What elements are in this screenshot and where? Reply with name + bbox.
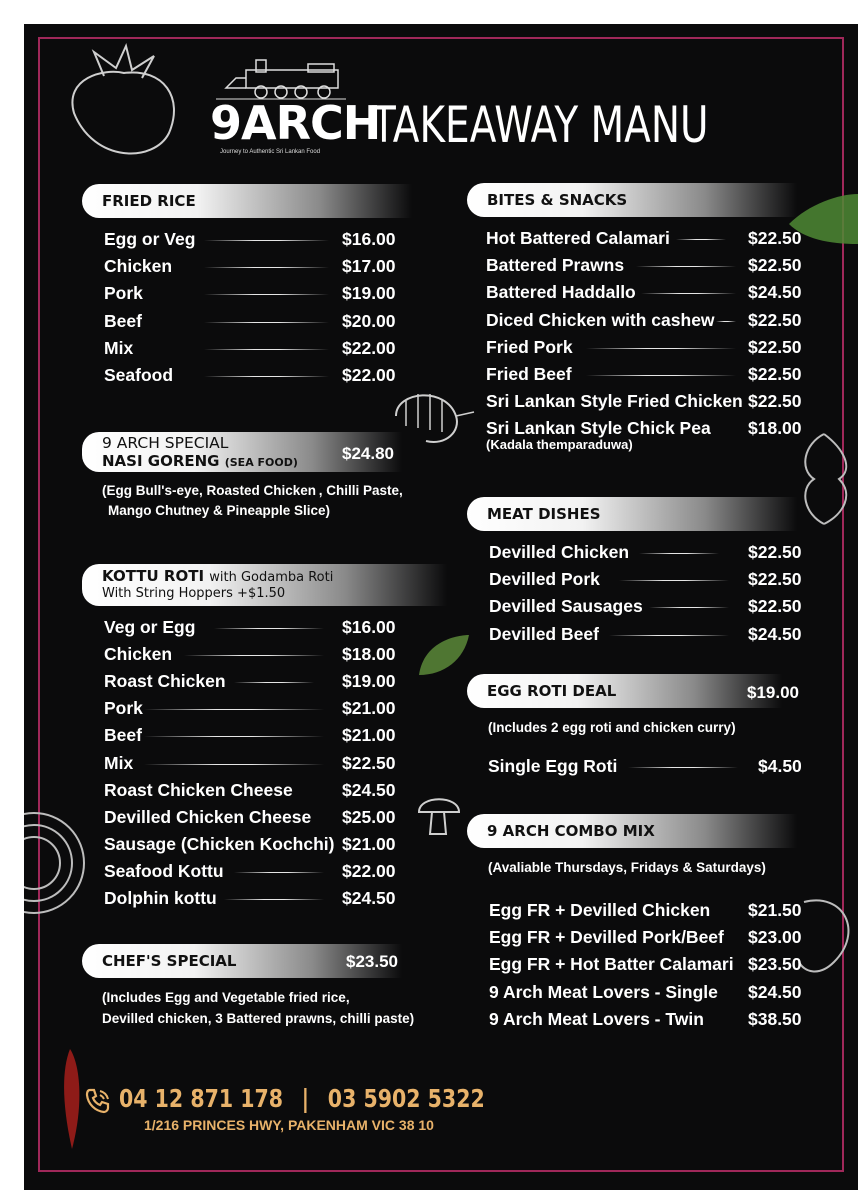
item-name: Pork bbox=[104, 283, 143, 304]
section-title-line1 bbox=[102, 567, 333, 585]
herb-sketch-icon bbox=[794, 424, 858, 534]
menu-item bbox=[104, 617, 412, 639]
item-name: Egg FR + Devilled Chicken bbox=[489, 900, 711, 920]
menu-item bbox=[489, 900, 818, 922]
page-title: TAKEAWAY MANU bbox=[372, 96, 709, 154]
item-name: Devilled Beef bbox=[489, 623, 599, 644]
item-name: Battered Prawns bbox=[486, 255, 625, 276]
section-title-line2 bbox=[102, 452, 298, 470]
menu-item bbox=[104, 861, 412, 883]
chefs-special-desc: Devilled chicken, 3 Battered prawns, chilli paste) bbox=[102, 1011, 415, 1026]
item-leader-line bbox=[224, 899, 324, 900]
item-price: $23.50 bbox=[748, 954, 802, 975]
item-name: Devilled Sausages bbox=[489, 596, 643, 617]
nasi-goreng-desc: (Egg Bull's-eye, Roasted Chicken , Chilli Paste, bbox=[102, 483, 403, 498]
fried-rice-header bbox=[82, 184, 412, 218]
item-leader-line bbox=[204, 294, 329, 295]
section-title: FRIED RICE bbox=[102, 192, 196, 210]
menu-item bbox=[104, 671, 412, 693]
item-leader-line bbox=[204, 349, 329, 350]
item-price: $22.00 bbox=[342, 860, 396, 881]
bites-header bbox=[467, 183, 797, 217]
item-name: Roast Chicken Cheese bbox=[104, 779, 293, 800]
item-name: Chicken bbox=[104, 256, 173, 277]
nasi-goreng-desc: Mango Chutney & Pineapple Slice) bbox=[108, 503, 331, 518]
kottu-header bbox=[82, 564, 447, 606]
menu-item bbox=[486, 391, 818, 413]
combo-header bbox=[467, 814, 797, 848]
item-name: 9 Arch Meat Lovers - Single bbox=[489, 981, 718, 1002]
item-leader-line bbox=[676, 239, 726, 240]
section-title: BITES & SNACKS bbox=[487, 191, 628, 209]
kottu-title-suffix: with Godamba Roti bbox=[209, 570, 334, 585]
item-price: $22.00 bbox=[342, 365, 396, 385]
meat-header bbox=[467, 497, 797, 531]
chefs-special-desc: (Includes Egg and Vegetable fried rice, bbox=[102, 990, 350, 1005]
item-price: $19.00 bbox=[342, 671, 396, 692]
item-name: Single Egg Roti bbox=[488, 756, 618, 776]
menu-item bbox=[104, 644, 412, 666]
menu-item bbox=[104, 888, 412, 910]
menu-item bbox=[104, 725, 412, 747]
item-leader-line bbox=[214, 628, 324, 629]
menu-item bbox=[104, 780, 412, 802]
item-price: $22.50 bbox=[748, 364, 802, 384]
item-name: Mix bbox=[104, 337, 134, 358]
train-logo-icon bbox=[216, 56, 346, 100]
menu-item bbox=[104, 256, 412, 278]
logo-wordmark: 9ARCH bbox=[210, 96, 381, 150]
item-price: $19.00 bbox=[342, 283, 396, 304]
item-leader-line bbox=[639, 553, 719, 554]
item-price: $16.00 bbox=[342, 617, 396, 637]
item-leader-line bbox=[204, 267, 329, 268]
item-name: Fried Pork bbox=[486, 336, 573, 357]
leaf-icon bbox=[414, 630, 474, 680]
item-leader-line bbox=[204, 376, 329, 377]
item-leader-line bbox=[144, 736, 324, 737]
item-price: $21.00 bbox=[342, 698, 396, 719]
item-leader-line bbox=[716, 321, 736, 322]
item-price: $22.50 bbox=[748, 391, 802, 412]
item-leader-line bbox=[204, 322, 329, 323]
item-price: $22.50 bbox=[748, 255, 802, 276]
item-leader-line bbox=[144, 764, 324, 765]
item-name: Devilled Pork bbox=[489, 569, 600, 590]
item-price: $23.00 bbox=[748, 927, 802, 948]
item-name: Beef bbox=[104, 725, 142, 746]
item-price: $22.50 bbox=[748, 569, 802, 590]
menu-poster bbox=[24, 24, 858, 1190]
address: 1/216 PRINCES HWY, PAKENHAM VIC 38 10 bbox=[144, 1117, 434, 1133]
menu-item bbox=[104, 229, 412, 251]
item-name: Egg or Veg bbox=[104, 229, 196, 249]
menu-item bbox=[489, 624, 818, 646]
menu-item bbox=[104, 753, 412, 775]
item-name: Devilled Chicken Cheese bbox=[104, 806, 312, 827]
item-price: $25.00 bbox=[342, 806, 396, 827]
item-price: $22.50 bbox=[748, 336, 802, 357]
egg-roti-price: $19.00 bbox=[747, 683, 799, 702]
menu-item bbox=[104, 338, 412, 360]
menu-item bbox=[489, 982, 818, 1004]
section-title: 9 ARCH SPECIAL bbox=[102, 434, 229, 452]
item-price: $24.50 bbox=[342, 888, 396, 908]
item-name: Diced Chicken with cashew bbox=[486, 309, 715, 330]
egg-roti-desc: (Includes 2 egg roti and chicken curry) bbox=[488, 720, 736, 735]
menu-item bbox=[489, 542, 818, 564]
item-name: Egg FR + Hot Batter Calamari bbox=[489, 954, 734, 975]
item-leader-line bbox=[628, 767, 738, 768]
nasi-goreng-label: NASI GORENG bbox=[102, 452, 220, 470]
item-price: $22.50 bbox=[748, 596, 802, 617]
item-leader-line bbox=[636, 266, 736, 267]
item-name: Veg or Egg bbox=[104, 617, 196, 637]
item-name: Fried Beef bbox=[486, 364, 572, 384]
logo-tagline: Journey to Authentic Sri Lankan Food bbox=[220, 149, 321, 155]
item-leader-line bbox=[649, 607, 729, 608]
item-name: Pork bbox=[104, 698, 143, 719]
item-name: Hot Battered Calamari bbox=[486, 228, 670, 248]
section-title: CHEF'S SPECIAL bbox=[102, 952, 237, 970]
menu-item bbox=[489, 569, 818, 591]
item-leader-line bbox=[641, 293, 736, 294]
item-name: 9 Arch Meat Lovers - Twin bbox=[489, 1008, 704, 1029]
item-name: Egg FR + Devilled Pork/Beef bbox=[489, 927, 724, 948]
item-name: Sri Lankan Style Chick Pea bbox=[486, 418, 711, 439]
menu-item bbox=[104, 365, 412, 387]
item-name: Mix bbox=[104, 752, 134, 773]
item-price: $22.50 bbox=[748, 309, 802, 330]
item-name: Seafood bbox=[104, 365, 174, 385]
item-price: $24.50 bbox=[748, 981, 802, 1002]
egg-roti-header bbox=[467, 674, 782, 708]
menu-item bbox=[104, 311, 412, 333]
item-price: $21.50 bbox=[748, 900, 802, 920]
item-leader-line bbox=[234, 682, 314, 683]
item-price: $18.00 bbox=[748, 418, 802, 439]
section-title: EGG ROTI DEAL bbox=[487, 682, 617, 700]
menu-item bbox=[486, 255, 818, 277]
menu-item bbox=[489, 596, 818, 618]
menu-item bbox=[486, 364, 818, 386]
item-name: Seafood Kottu bbox=[104, 860, 224, 881]
item-price: $4.50 bbox=[758, 756, 802, 776]
item-price: $24.50 bbox=[748, 623, 802, 644]
menu-item bbox=[104, 283, 412, 305]
kottu-subtitle: With String Hoppers +$1.50 bbox=[102, 586, 286, 601]
menu-item bbox=[489, 927, 818, 949]
item-price: $18.00 bbox=[342, 644, 396, 665]
item-name: Battered Haddallo bbox=[486, 282, 636, 303]
phone-1[interactable]: 04 12 871 178 bbox=[119, 1084, 284, 1113]
nasi-goreng-suffix: (SEA FOOD) bbox=[224, 456, 298, 469]
item-price: $22.50 bbox=[748, 542, 802, 562]
item-leader-line bbox=[204, 240, 329, 241]
menu-item bbox=[489, 1009, 818, 1031]
egg-roti-single bbox=[488, 756, 802, 778]
item-leader-line bbox=[586, 375, 736, 376]
phone-2[interactable]: 03 5902 5322 bbox=[327, 1084, 485, 1113]
chickpea-note: (Kadala themparaduwa) bbox=[486, 437, 633, 452]
onion-sketch-icon bbox=[24, 808, 94, 918]
item-price: $24.50 bbox=[748, 282, 802, 303]
item-leader-line bbox=[619, 580, 729, 581]
item-price: $22.50 bbox=[748, 228, 802, 248]
item-leader-line bbox=[144, 709, 324, 710]
kottu-title: KOTTU ROTI bbox=[102, 567, 205, 585]
menu-item bbox=[104, 698, 412, 720]
menu-item bbox=[486, 337, 818, 359]
phone-icon bbox=[84, 1087, 112, 1115]
item-price: $20.00 bbox=[342, 310, 396, 331]
item-name: Dolphin kottu bbox=[104, 888, 217, 908]
menu-item bbox=[104, 834, 412, 856]
menu-item bbox=[486, 228, 818, 250]
phone-numbers bbox=[119, 1084, 485, 1113]
item-leader-line bbox=[586, 348, 736, 349]
item-price: $38.50 bbox=[748, 1008, 802, 1029]
item-price: $22.50 bbox=[342, 752, 396, 773]
item-leader-line bbox=[234, 872, 324, 873]
section-title: 9 ARCH COMBO MIX bbox=[487, 822, 655, 840]
menu-item bbox=[104, 807, 412, 829]
item-name: Roast Chicken bbox=[104, 671, 226, 692]
mushroom-sketch-icon bbox=[414, 790, 464, 840]
menu-item bbox=[486, 310, 818, 332]
item-price: $24.50 bbox=[342, 779, 396, 800]
nasi-goreng-price: $24.80 bbox=[342, 444, 394, 463]
item-price: $16.00 bbox=[342, 229, 396, 249]
item-price: $17.00 bbox=[342, 256, 396, 277]
menu-item bbox=[489, 954, 818, 976]
item-leader-line bbox=[184, 655, 324, 656]
section-title: MEAT DISHES bbox=[487, 505, 601, 523]
item-name: Beef bbox=[104, 310, 142, 331]
item-leader-line bbox=[609, 635, 729, 636]
item-name: Devilled Chicken bbox=[489, 542, 630, 562]
item-price: $21.00 bbox=[342, 725, 396, 746]
menu-item bbox=[486, 282, 818, 304]
item-price: $22.00 bbox=[342, 337, 396, 358]
tomato-sketch-icon bbox=[54, 38, 184, 168]
item-price: $21.00 bbox=[342, 833, 396, 854]
combo-desc: (Avaliable Thursdays, Fridays & Saturdays) bbox=[488, 860, 766, 875]
phone-separator: | bbox=[301, 1084, 310, 1113]
item-name: Sri Lankan Style Fried Chicken bbox=[486, 391, 743, 412]
item-name: Sausage (Chicken Kochchi) bbox=[104, 833, 335, 854]
chefs-special-price: $23.50 bbox=[346, 952, 398, 971]
item-name: Chicken bbox=[104, 644, 173, 665]
